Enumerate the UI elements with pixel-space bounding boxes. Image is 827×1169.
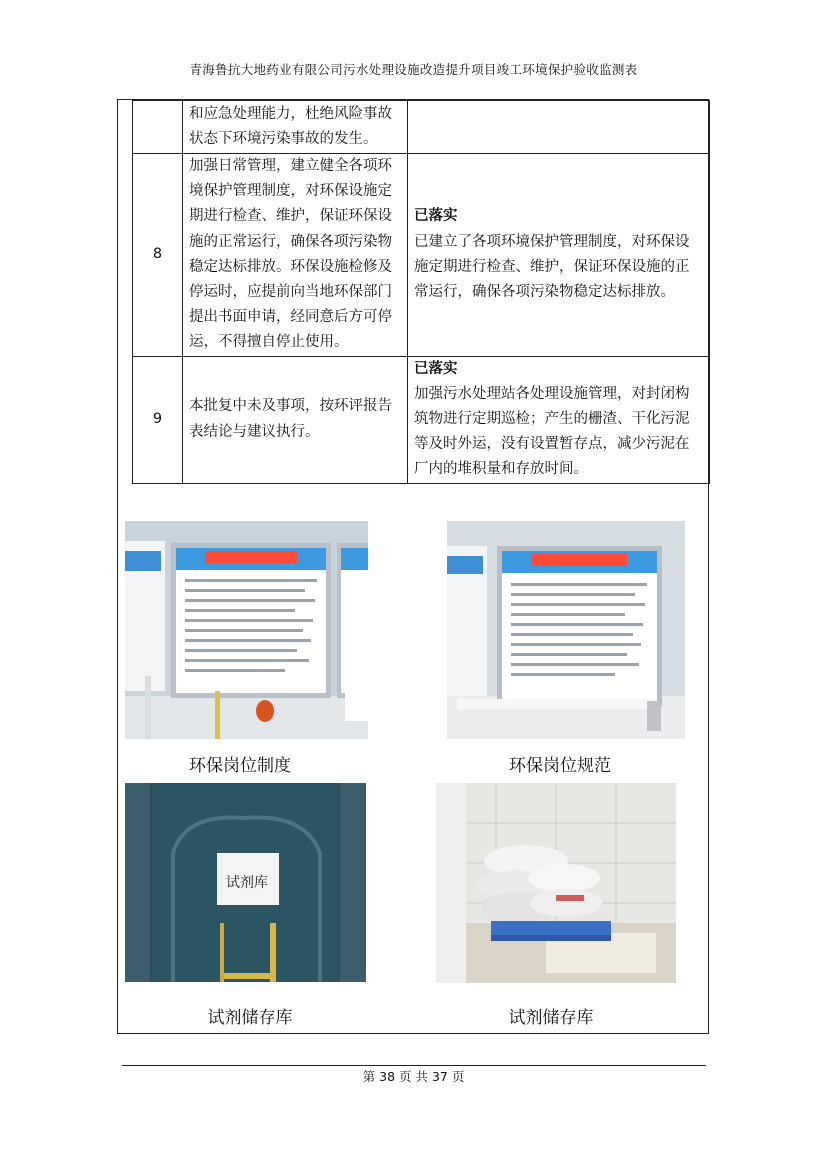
poster-photo-specification [447,521,685,739]
status-text: 已建立了各项环境保护管理制度，对环保设施定期进行检查、维护，保证环保设施的正常运行，确保各项污染物稳定达标排放。 [414,233,690,301]
status-cell [408,101,710,154]
reagent-room-sign: 试剂库 [226,875,268,891]
table-row [133,154,710,357]
row-number: 8 [133,154,183,357]
requirement-text: 本批复中未及事项，按环评报告表结论与建议执行。 [183,356,408,483]
status-text: 加强污水处理站各处理设施管理，对封闭构筑物进行定期巡检；产生的栅渣、干化污泥等及时外运，没有设置暂存点，减少污泥在厂内的堆积量和存放时间。 [414,385,690,478]
page-header: 青海鲁抗大地药业有限公司污水处理设施改造提升项目竣工环境保护验收监测表 [189,62,638,77]
poster-photo-system [125,521,368,739]
photo-caption: 环保岗位制度 [189,756,291,776]
footer-divider [122,1065,706,1066]
requirement-text: 和应急处理能力，杜绝风险事故状态下环境污染事故的发生。 [183,101,408,154]
status-label: 已落实 [414,208,458,225]
photo-caption: 试剂储存库 [207,1008,293,1028]
requirement-text: 加强日常管理，建立健全各项环境保护管理制度，对环保设施定期进行检查、维护，保证环保设施的正常运行，确保各项污染物稳定达标排放。环保设施检修及停运时，应提前向当地环保部门提出书面申请，经同意后方可停运，不得擅自停止使用。 [183,154,408,357]
photo-caption: 试剂储存库 [508,1008,594,1028]
table-row [133,356,710,483]
photo-caption: 环保岗位规范 [509,756,611,776]
page-number: 第 38 页 共 37 页 [362,1069,465,1084]
reagent-storage-interior-photo [436,783,676,983]
requirements-table [132,100,710,484]
status-cell [408,356,710,483]
status-label: 已落实 [414,360,458,377]
status-cell [408,154,710,357]
row-number [133,101,183,154]
row-number: 9 [133,356,183,483]
table-row [133,101,710,154]
